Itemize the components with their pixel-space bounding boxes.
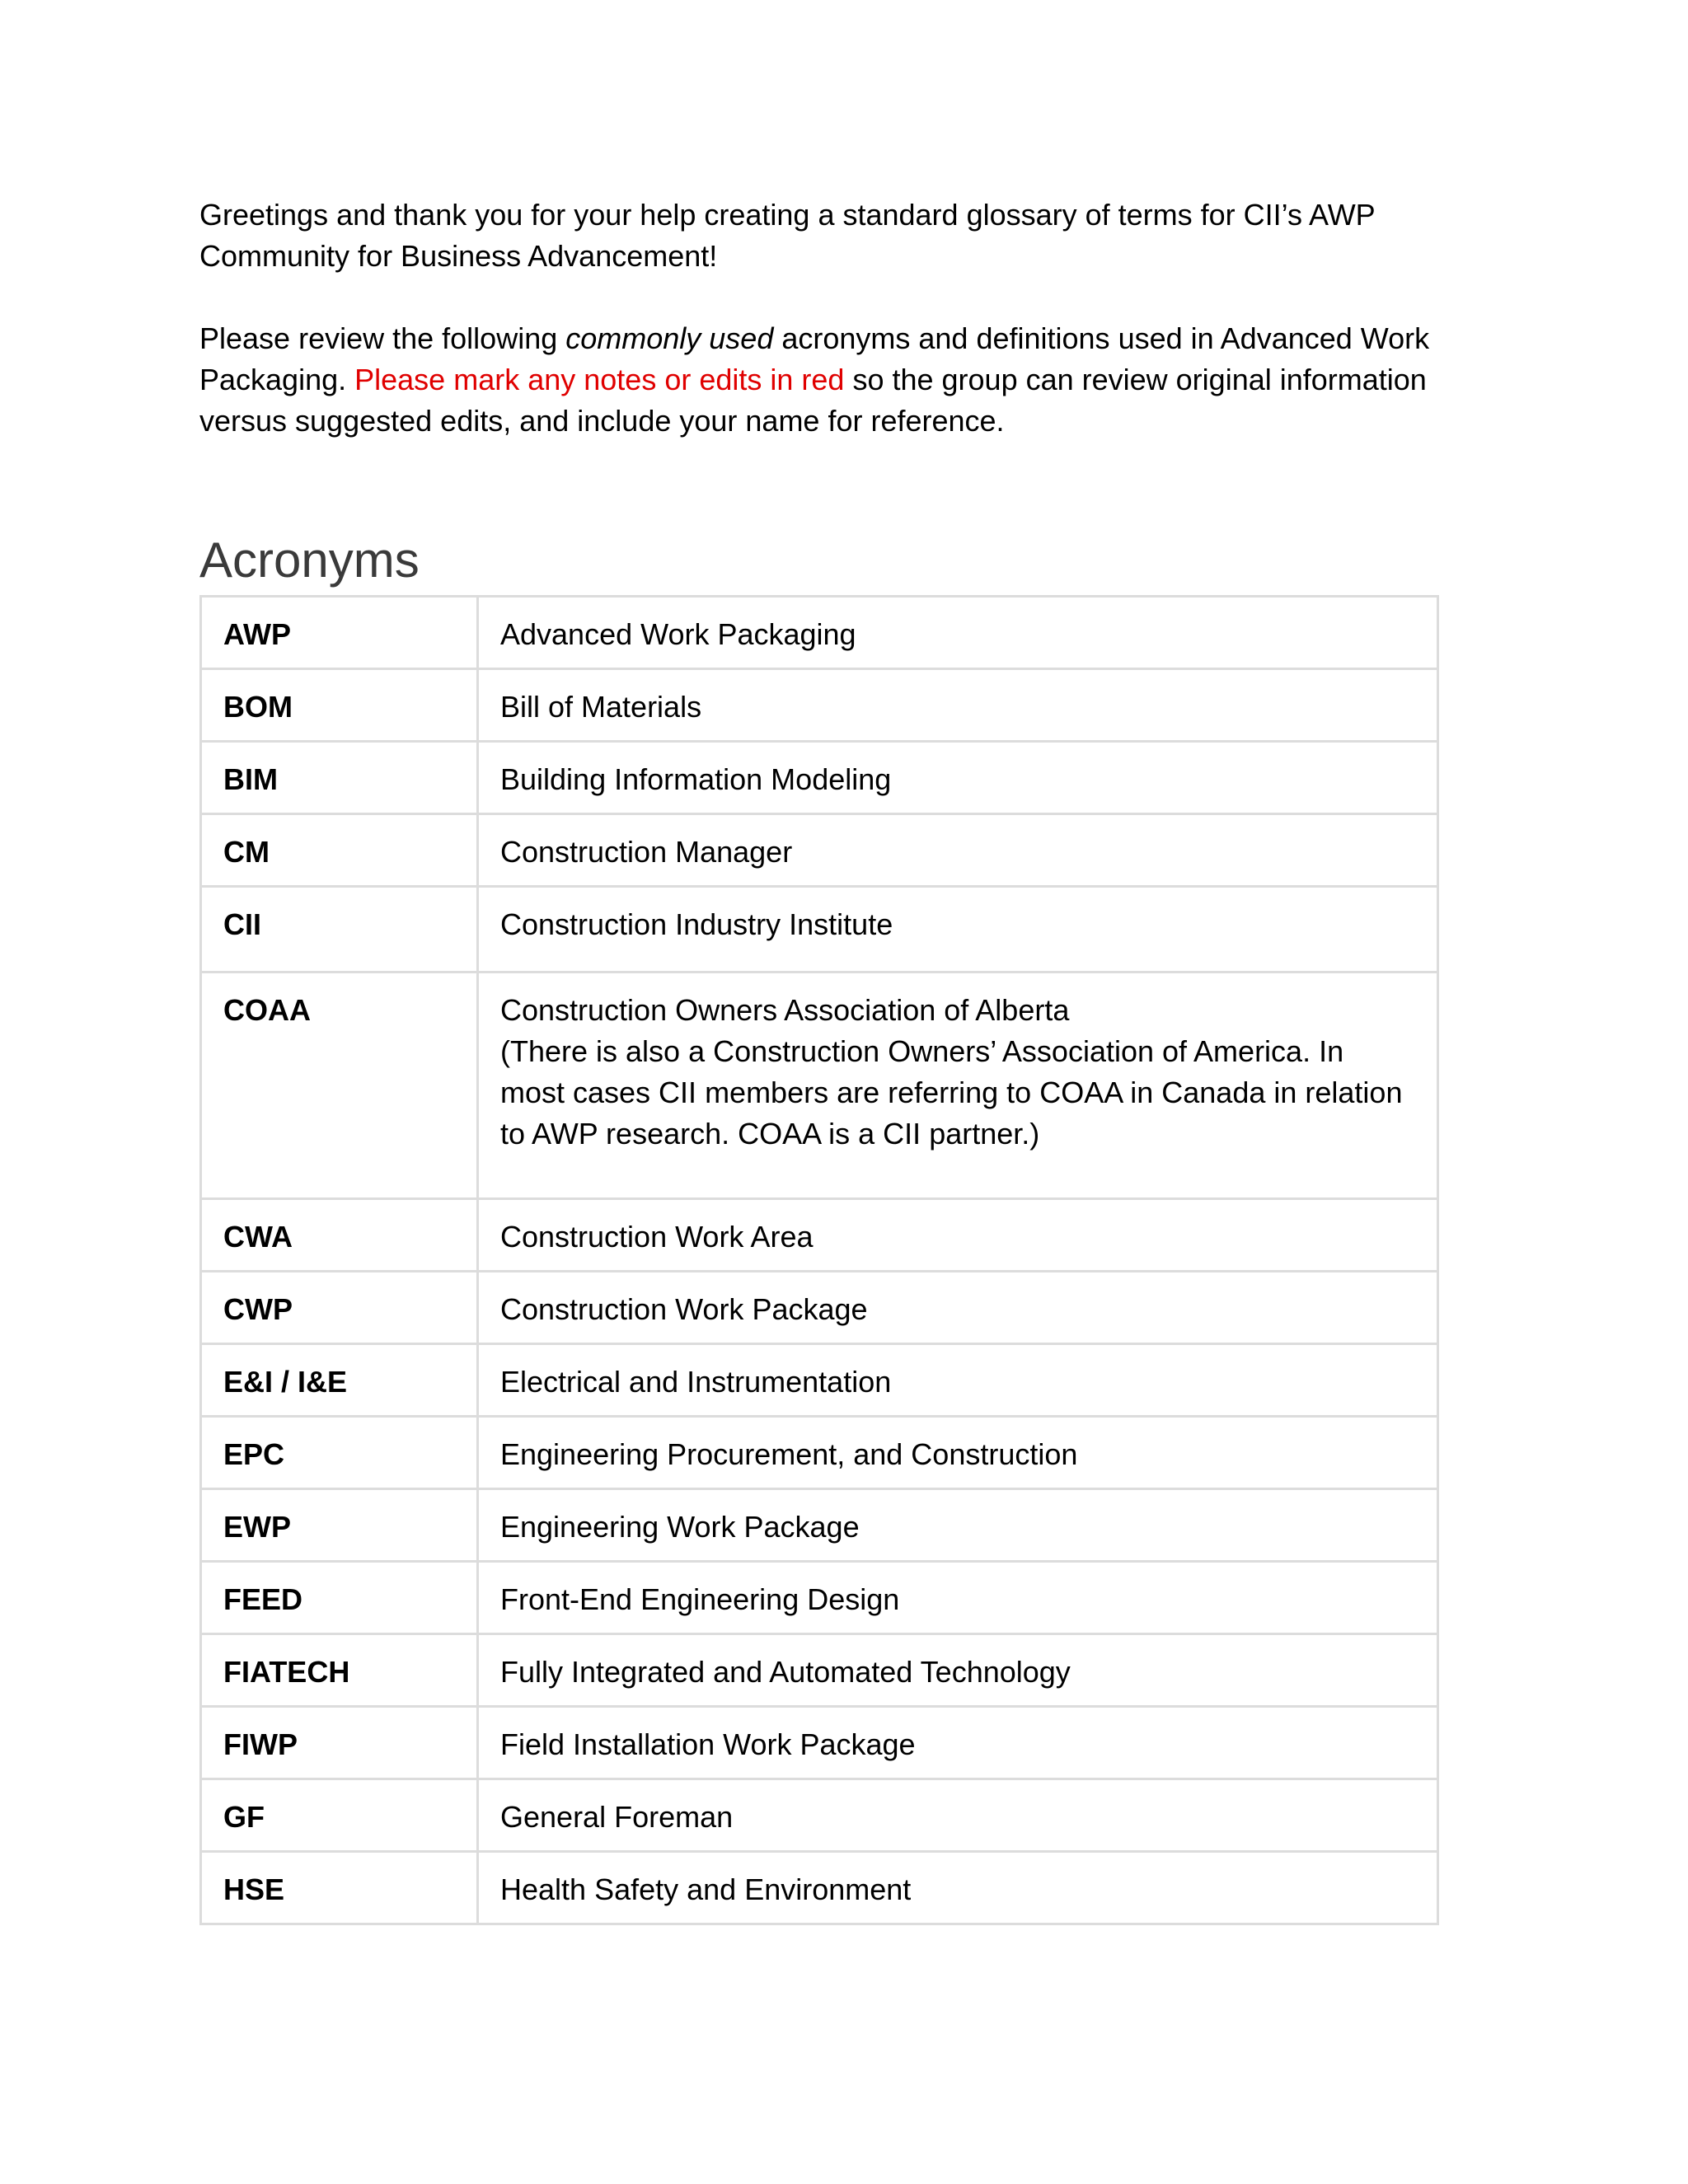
definition-cell: Fully Integrated and Automated Technology — [478, 1634, 1438, 1707]
acronym-cell: GF — [201, 1779, 478, 1852]
definition-cell: Building Information Modeling — [478, 742, 1438, 814]
intro-paragraph-2-part2: acronyms and definitions used in Advanced Work Packaging. — [199, 321, 1430, 396]
table-row — [201, 1417, 1438, 1489]
table-row — [201, 1344, 1438, 1417]
acronym-cell: CII — [201, 887, 478, 972]
table-row — [201, 1779, 1438, 1852]
intro-paragraph-2-italic: commonly used — [565, 321, 774, 355]
intro-paragraph-1 — [199, 194, 1485, 277]
acronym-cell: E&I / I&E — [201, 1344, 478, 1417]
definition-cell: Construction Manager — [478, 814, 1438, 887]
acronym-cell: FIWP — [201, 1707, 478, 1779]
definition-cell: Construction Work Package — [478, 1272, 1438, 1344]
acronym-cell: CWA — [201, 1199, 478, 1272]
acronym-cell: FIATECH — [201, 1634, 478, 1707]
acronym-cell: BIM — [201, 742, 478, 814]
intro-paragraph-2-part1: Please review the following — [199, 321, 566, 355]
acronym-cell: FEED — [201, 1562, 478, 1634]
acronym-cell: CM — [201, 814, 478, 887]
definition-cell: Electrical and Instrumentation — [478, 1344, 1438, 1417]
table-row — [201, 814, 1438, 887]
table-row — [201, 1562, 1438, 1634]
intro-paragraph-1-text: Greetings and thank you for your help creating a standard glossary of terms for CII’s AWP Community for Business Advancement! — [199, 198, 1376, 273]
table-row — [201, 597, 1438, 669]
acronym-cell: HSE — [201, 1852, 478, 1924]
definition-cell: Engineering Work Package — [478, 1489, 1438, 1562]
acronym-cell: CWP — [201, 1272, 478, 1344]
table-row — [201, 742, 1438, 814]
intro-paragraph-2 — [199, 318, 1485, 442]
acronyms-table — [199, 595, 1439, 1925]
acronym-cell: EWP — [201, 1489, 478, 1562]
intro-paragraph-2-part3: so the group can review original information versus suggested edits, and include your name for reference. — [199, 363, 1427, 438]
table-row — [201, 887, 1438, 972]
table-row — [201, 1489, 1438, 1562]
definition-cell: Engineering Procurement, and Construction — [478, 1417, 1438, 1489]
table-row — [201, 1634, 1438, 1707]
definition-text: Construction Owners Association of Alberta — [500, 993, 1070, 1027]
definition-cell: Bill of Materials — [478, 669, 1438, 742]
definition-cell: Field Installation Work Package — [478, 1707, 1438, 1779]
intro-text — [199, 194, 1485, 483]
table-row — [201, 1852, 1438, 1924]
table-row — [201, 1272, 1438, 1344]
intro-paragraph-2-red-instruction: Please mark any notes or edits in red — [354, 363, 845, 396]
definition-note: (There is also a Construction Owners’ Association of America. In most cases CII members are referring to COAA in Canada in relation to AWP research. COAA is a CII partner.) — [500, 1034, 1403, 1151]
definition-cell: General Foreman — [478, 1779, 1438, 1852]
definition-cell — [478, 972, 1438, 1199]
definition-cell: Advanced Work Packaging — [478, 597, 1438, 669]
table-row — [201, 669, 1438, 742]
acronym-cell: AWP — [201, 597, 478, 669]
acronyms-heading: Acronyms — [199, 532, 420, 588]
table-row — [201, 1199, 1438, 1272]
table-row — [201, 1707, 1438, 1779]
definition-cell: Front-End Engineering Design — [478, 1562, 1438, 1634]
acronym-cell: BOM — [201, 669, 478, 742]
definition-cell: Construction Work Area — [478, 1199, 1438, 1272]
table-row — [201, 972, 1438, 1199]
acronym-cell: EPC — [201, 1417, 478, 1489]
acronym-cell: COAA — [201, 972, 478, 1199]
definition-cell: Construction Industry Institute — [478, 887, 1438, 972]
definition-cell: Health Safety and Environment — [478, 1852, 1438, 1924]
